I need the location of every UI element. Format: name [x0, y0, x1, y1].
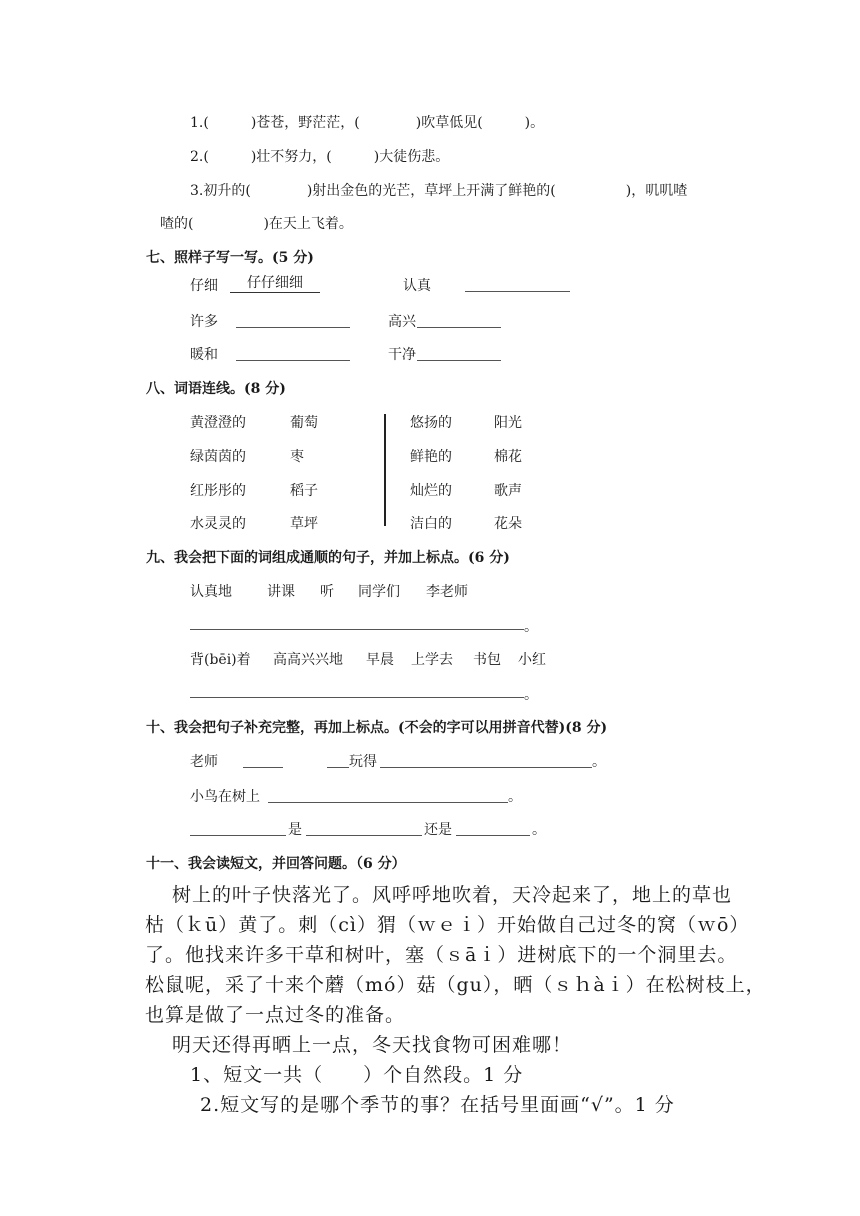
word-chip: 认真地	[190, 584, 232, 600]
passage-line: 也算是做了一点过冬的准备。	[145, 1004, 406, 1026]
match-right-noun: 花朵	[494, 516, 522, 532]
answer-blank[interactable]	[268, 802, 508, 803]
word-cell: 认真	[403, 278, 431, 294]
word-chip: 听	[320, 584, 334, 600]
match-right-noun: 阳光	[494, 415, 522, 431]
word-chip: 小红	[518, 652, 546, 668]
fill-line-2: 2.( )壮不努力，( )大徒伤悲。	[190, 149, 450, 165]
answer-blank[interactable]	[380, 767, 592, 768]
fill-line-3b: 喳的( )在天上飞着。	[160, 216, 353, 232]
answer-blank[interactable]	[243, 767, 283, 768]
column-divider	[384, 414, 386, 526]
period: 。	[524, 619, 538, 635]
example-answer: 仔仔细细	[230, 275, 320, 293]
answer-blank[interactable]	[417, 327, 501, 328]
match-left-noun: 稻子	[290, 483, 318, 499]
word-chip: 背(bēi)着	[190, 652, 251, 668]
sentence-start: 老师	[190, 754, 218, 770]
word-chip: 上学去	[411, 652, 453, 668]
sentence-mid: 玩得	[349, 754, 377, 770]
answer-blank[interactable]	[456, 835, 530, 836]
word-chip: 同学们	[358, 584, 400, 600]
match-left-noun: 葡萄	[290, 415, 318, 431]
answer-blank[interactable]	[190, 835, 286, 836]
sentence-blank[interactable]	[190, 629, 524, 630]
passage-line: 树上的叶子快落光了。风呼呼地吹着，天冷起来了，地上的草也	[172, 884, 733, 906]
word-cell: 干净	[388, 347, 416, 363]
section-9-title: 九、我会把下面的词组成通顺的句子，并加上标点。(6 分)	[146, 550, 510, 566]
match-right-adj: 洁白的	[410, 516, 452, 532]
match-left-adj: 红彤彤的	[190, 483, 246, 499]
sentence-start: 小鸟在树上	[190, 789, 260, 805]
fill-line-3a: 3.初升的( )射出金色的光芒，草坪上开满了鲜艳的( )，叽叽喳	[190, 183, 688, 199]
word-cell: 许多	[190, 314, 218, 330]
question-1: 1、短文一共（ ）个自然段。1 分	[190, 1064, 524, 1086]
match-right-noun: 歌声	[494, 483, 522, 499]
match-right-adj: 灿烂的	[410, 483, 452, 499]
period: 。	[592, 754, 606, 770]
answer-blank[interactable]	[236, 327, 350, 328]
match-left-noun: 草坪	[290, 516, 318, 532]
passage-line: 枯（ｋū）黄了。刺（cì）猬（ｗｅｉ）开始做自己过冬的窝（ｗō）	[145, 914, 750, 936]
match-left-adj: 绿茵茵的	[190, 449, 246, 465]
word-cell: 高兴	[388, 314, 416, 330]
match-right-noun: 棉花	[494, 449, 522, 465]
section-7-title: 七、照样子写一写。(5 分)	[146, 250, 314, 266]
passage-line: 松鼠呢，采了十来个蘑（mó）菇（gu），晒（ｓｈàｉ）在松树枝上，	[145, 974, 766, 996]
match-right-adj: 鲜艳的	[410, 449, 452, 465]
word-cell: 暖和	[190, 347, 218, 363]
answer-blank[interactable]	[306, 835, 422, 836]
period: 。	[532, 822, 546, 838]
section-10-title: 十、我会把句子补充完整，再加上标点。(不会的字可以用拼音代替)(8 分)	[146, 720, 608, 736]
match-right-adj: 悠扬的	[410, 415, 452, 431]
answer-blank[interactable]	[417, 360, 501, 361]
period: 。	[508, 789, 522, 805]
answer-blank[interactable]	[236, 360, 350, 361]
answer-blank[interactable]	[465, 291, 570, 292]
match-left-adj: 黄澄澄的	[190, 415, 246, 431]
passage-line: 明天还得再晒上一点，冬天找食物可困难哪！	[172, 1034, 573, 1056]
section-11-title: 十一、我会读短文，并回答问题。（6 分）	[146, 856, 406, 872]
sentence-blank[interactable]	[190, 697, 524, 698]
match-left-noun: 枣	[290, 449, 304, 465]
passage-line: 了。他找来许多干草和树叶，塞（ｓāｉ）进树底下的一个洞里去。	[145, 944, 738, 966]
answer-blank[interactable]	[327, 767, 349, 768]
word-chip: 高高兴兴地	[273, 652, 343, 668]
word-chip: 早晨	[366, 652, 394, 668]
fill-line-1: 1.( )苍苍，野茫茫，( )吹草低见( )。	[190, 115, 545, 131]
match-left-adj: 水灵灵的	[190, 516, 246, 532]
word-chip: 讲课	[267, 584, 295, 600]
word-cell: 仔细	[190, 278, 218, 294]
period: 。	[524, 687, 538, 703]
section-8-title: 八、词语连线。(8 分)	[146, 381, 286, 397]
sentence-mid: 是	[288, 822, 302, 838]
sentence-mid: 还是	[424, 822, 452, 838]
question-2: 2.短文写的是哪个季节的事？在括号里面画“√”。1 分	[200, 1094, 675, 1116]
word-chip: 书包	[473, 652, 501, 668]
word-chip: 李老师	[426, 584, 468, 600]
